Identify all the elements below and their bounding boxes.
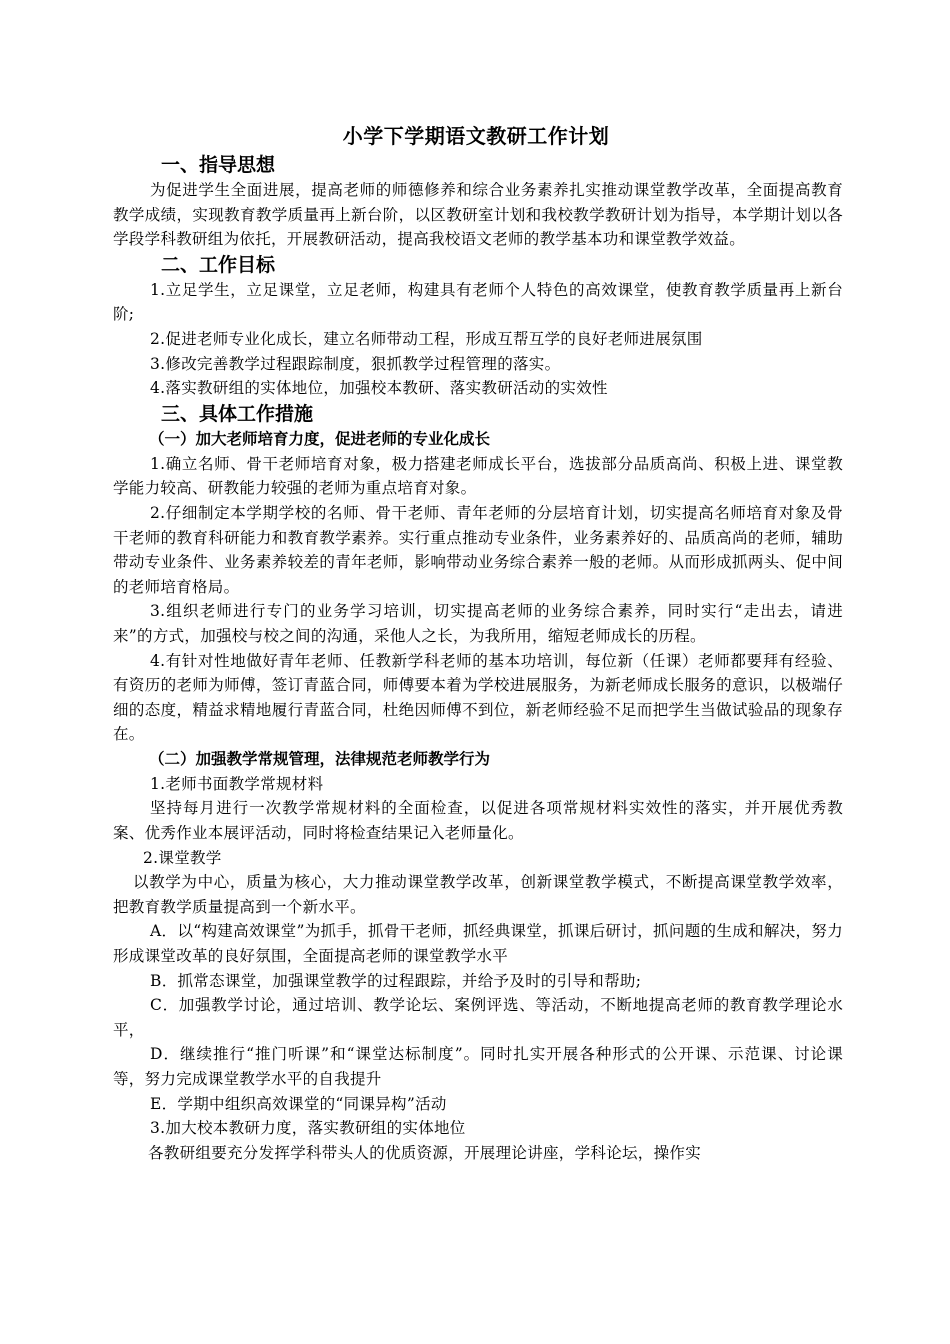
routine-item-a: A．以“构建高效课堂”为抓手，抓骨干老师，抓经典课堂，抓课后研讨，抓问题的生成和解决，努力形成课堂改革的良好氛围，全面提高老师的课堂教学水平 (113, 922, 843, 966)
section-heading-guiding-ideology: 一、指导思想 (161, 154, 276, 176)
subsection-heading-teacher-training: （一）加大老师培育力度，促进老师的专业化成长 (149, 429, 491, 448)
section-heading-work-goals: 二、工作目标 (161, 253, 276, 276)
routine-item-3-paragraph: 各教研组要充分发挥学科带头人的优质资源，开展理论讲座，学科论坛，操作实 (148, 1143, 702, 1162)
document-title: 小学下学期语文教研工作计划 (342, 124, 610, 148)
routine-item-2-title: 2.课堂教学 (143, 848, 222, 867)
routine-item-1-title: 1.老师书面教学常规材料 (150, 774, 324, 793)
routine-item-3-title: 3.加大校本教研力度，落实教研组的实体地位 (150, 1119, 466, 1138)
routine-item-c: C．加强教学讨论，通过培训、教学论坛、案例评选、等活动，不断地提高老师的教育教学理论水平， (113, 996, 843, 1039)
training-item-4: 4.有针对性地做好青年老师、任教新学科老师的基本功培训，每位新（任课）老师都要拜有经验、有资历的老师为师傅，签订青蓝合同，师傅要本着为学校进展服务，为新老师成长服务的意识，以极端仔细的态度，精益求精地履行青蓝合同，杜绝因师傅不到位，新老师经验不足而把学生当做试验品的现象存在。 (113, 651, 843, 744)
routine-item-d: D．继续推行“推门听课”和“课堂达标制度”。同时扎实开展各种形式的公开课、示范课、讨论课等，努力完成课堂教学水平的自我提升 (113, 1045, 843, 1088)
goal-item-1: 1.立足学生，立足课堂，立足老师，构建具有老师个人特色的高效课堂，使教育教学质量再上新台阶; (113, 280, 843, 324)
subsection-heading-teaching-routine: （二）加强教学常规管理，法律规范老师教学行为 (149, 749, 491, 768)
goal-item-4: 4.落实教研组的实体地位，加强校本教研、落实教研活动的实效性 (150, 379, 608, 398)
training-item-3: 3.组织老师进行专门的业务学习培训，切实提高老师的业务综合素养，同时实行“走出去，请进来”的方式，加强校与校之间的沟通，采他人之长，为我所用，缩短老师成长的历程。 (113, 602, 843, 645)
document-page (113, 120, 843, 1165)
routine-item-1-paragraph: 坚持每月进行一次教学常规材料的全面检查，以促进各项常规材料实效性的落实，并开展优秀教案、优秀作业本展评活动，同时将检查结果记入老师量化。 (113, 799, 843, 843)
training-item-1: 1.确立名师、骨干老师培育对象，极力搭建老师成长平台，选拔部分品质高尚、积极上进、课堂教学能力较高、研教能力较强的老师为重点培育对象。 (113, 454, 843, 498)
guiding-ideology-paragraph: 为促进学生全面进展，提高老师的师德修养和综合业务素养扎实推动课堂教学改革，全面提高教育教学成绩，实现教育教学质量再上新台阶，以区教研室计划和我校教学教研计划为指导，本学期计划以各学段学科教研组为依托，开展教研活动，提高我校语文老师的教学基本功和课堂教学效益。 (113, 181, 843, 249)
routine-item-e: E．学期中组织高效课堂的“同课异构”活动 (150, 1094, 447, 1113)
section-heading-measures: 三、具体工作措施 (161, 402, 314, 425)
training-item-2: 2.仔细制定本学期学校的名师、骨干老师、青年老师的分层培育计划，切实提高名师培育对象及骨干老师的教育科研能力和教育教学素养。实行重点推动专业条件，业务素养好的、品质高尚的老师，辅助带动专业条件、业务素养较差的青年老师，影响带动业务综合素养一般的老师。从而形成抓两头、促中间的老师培育格局。 (113, 503, 843, 596)
goal-item-2: 2.促进老师专业化成长，建立名师带动工程，形成互帮互学的良好老师进展氛围 (150, 329, 703, 348)
routine-item-2-paragraph: 以教学为中心，质量为核心，大力推动课堂教学改革，创新课堂教学模式，不断提高课堂教学效率，把教育教学质量提高到一个新水平。 (113, 873, 843, 916)
goal-item-3: 3.修改完善教学过程跟踪制度，狠抓教学过程管理的落实。 (150, 354, 561, 373)
routine-item-b: B．抓常态课堂，加强课堂教学的过程跟踪，并给予及时的引导和帮助; (150, 971, 642, 990)
